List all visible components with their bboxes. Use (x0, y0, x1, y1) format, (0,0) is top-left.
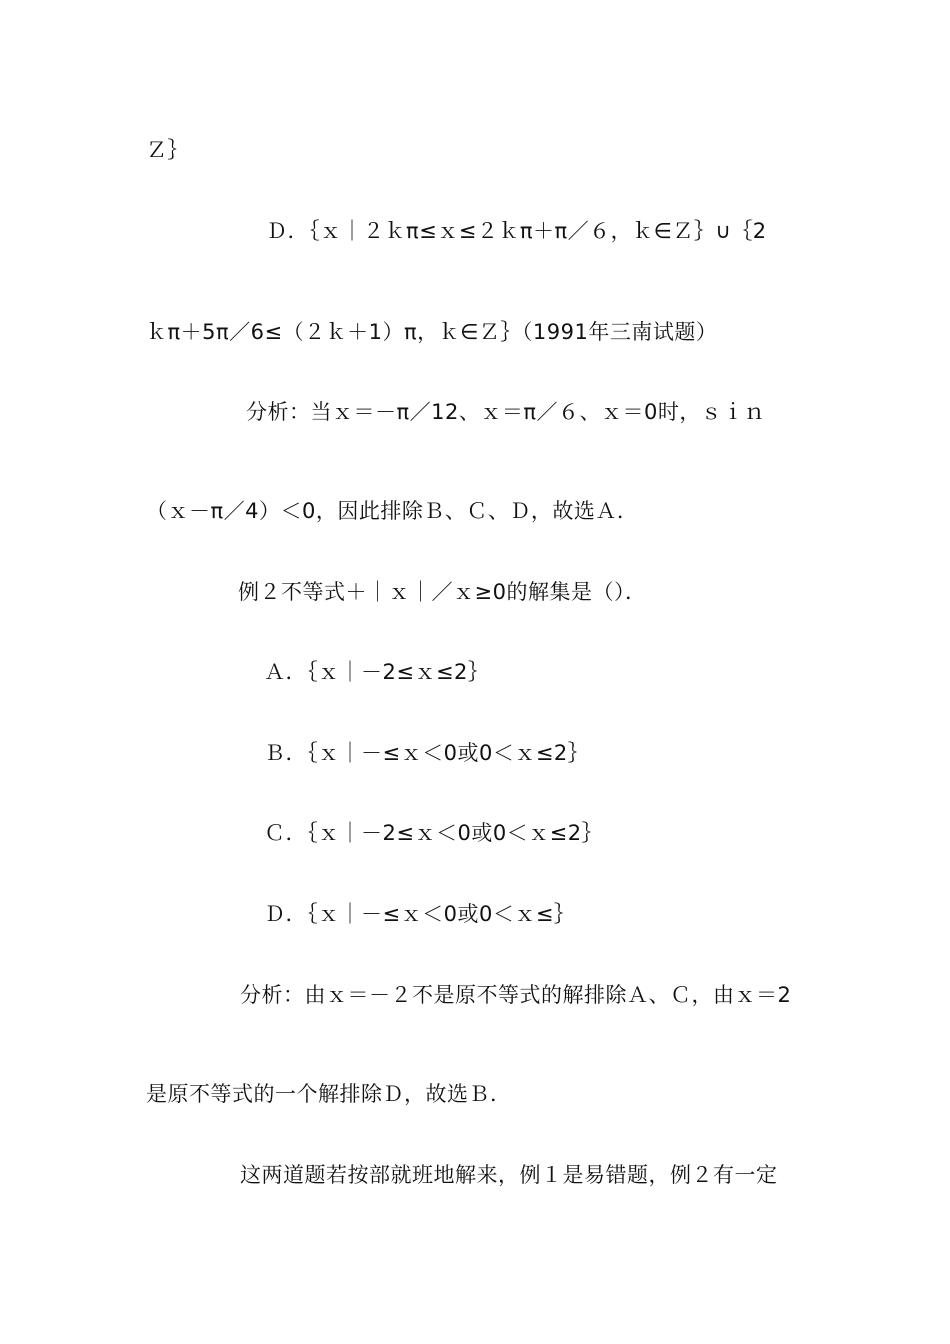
option-d-line-1: Ｄ．｛ｘ｜２ｋπ≤ｘ≤２ｋπ＋π／６，ｋ∈Ｚ｝∪｛2 (266, 219, 767, 243)
text-line-1: Ｚ｝ (146, 138, 189, 162)
example-2-option-d: Ｄ．｛ｘ｜－≤ｘ＜0或0＜ｘ≤｝ (264, 902, 576, 926)
conclusion-line: 这两道题若按部就班地解来，例１是易错题，例２有一定 (240, 1163, 778, 1187)
analysis-2-line-1: 分析：由ｘ＝－２不是原不等式的解排除Ａ、Ｃ，由ｘ＝2 (240, 983, 792, 1007)
analysis-1-line-2: （ｘ－π／4）＜0，因此排除Ｂ、Ｃ、Ｄ，故选Ａ． (146, 499, 639, 523)
option-d-line-2: ｋπ＋5π／6≤（２ｋ＋1）π，ｋ∈Ｚ｝（1991年三南试题） (146, 320, 718, 344)
example-2-option-b: Ｂ．｛ｘ｜－≤ｘ＜0或0＜ｘ≤2｝ (264, 741, 590, 765)
analysis-1-line-1: 分析：当ｘ＝－π／12、ｘ＝π／６、ｘ＝0时，ｓｉｎ (246, 400, 766, 424)
example-2-question: 例２不等式＋｜ｘ｜／ｘ≥0的解集是（）． (238, 580, 647, 604)
analysis-2-line-2: 是原不等式的一个解排除Ｄ，故选Ｂ． (146, 1082, 512, 1106)
example-2-option-a: Ａ．｛ｘ｜－2≤ｘ≤2｝ (264, 660, 490, 684)
example-2-option-c: Ｃ．｛ｘ｜－2≤ｘ＜0或0＜ｘ≤2｝ (264, 821, 604, 845)
